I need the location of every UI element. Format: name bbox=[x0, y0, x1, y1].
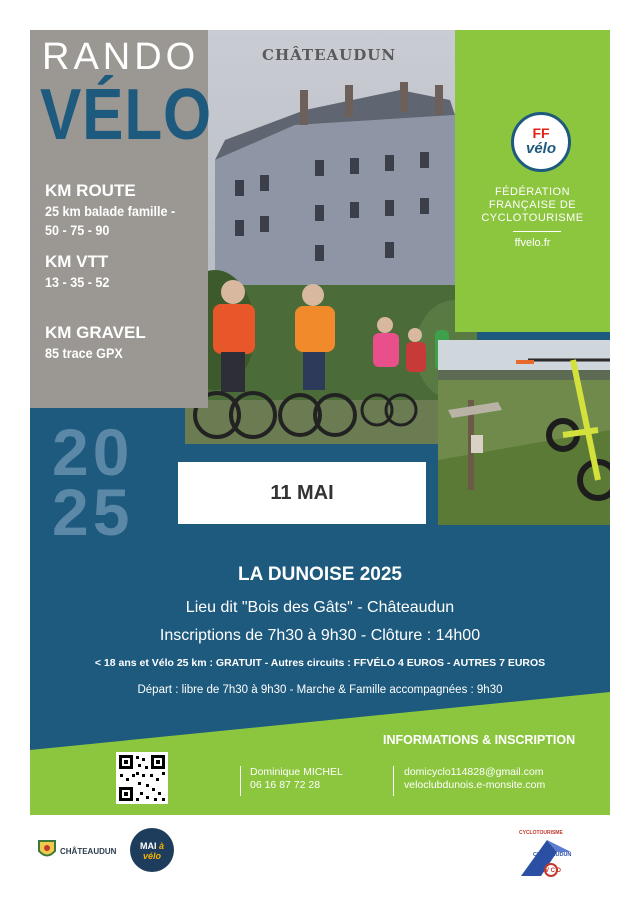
km-gravel-heading: KM GRAVEL bbox=[45, 323, 146, 342]
ffvelo-panel bbox=[455, 30, 610, 332]
contact-person bbox=[250, 766, 343, 792]
info-heading: INFORMATIONS & INSCRIPTION bbox=[383, 733, 576, 747]
city-logo-text: CHÂTEAUDUN bbox=[60, 847, 117, 856]
club-logo-initials: V C D bbox=[545, 868, 562, 874]
ffvelo-org-line1: FÉDÉRATION bbox=[494, 186, 571, 198]
bike-signpost-photo bbox=[438, 340, 610, 525]
city-crest-icon bbox=[36, 838, 58, 862]
year-line2: 25 bbox=[52, 475, 134, 549]
km-route-line2: 50 - 75 - 90 bbox=[45, 222, 110, 238]
contact-website[interactable]: veloclubdunois.e-monsite.com bbox=[404, 779, 546, 791]
contact-phone: 06 16 87 72 28 bbox=[250, 779, 321, 791]
km-route-heading: KM ROUTE bbox=[45, 181, 136, 200]
contact-name: Dominique MICHEL bbox=[250, 766, 343, 778]
ffvelo-logo-ff: FF bbox=[532, 125, 550, 141]
qr-code[interactable] bbox=[116, 752, 168, 804]
ffvelo-logo-velo: vélo bbox=[525, 140, 556, 157]
club-emblem-icon bbox=[517, 836, 581, 886]
ffvelo-divider bbox=[513, 231, 561, 232]
event-departure: Départ : libre de 7h30 à 9h30 - Marche & Famille accompagnées : 9h30 bbox=[137, 684, 503, 696]
club-logo bbox=[517, 830, 581, 884]
year-display bbox=[52, 415, 134, 549]
ffvelo-site: ffvelo.fr bbox=[514, 237, 551, 249]
year-line1: 20 bbox=[52, 415, 134, 489]
castle-cyclists-photo bbox=[185, 30, 477, 444]
mai-a-velo-logo bbox=[130, 828, 174, 872]
contact-email[interactable]: domicyclo114828@gmail.com bbox=[404, 766, 544, 778]
km-gravel-line1: 85 trace GPX bbox=[45, 345, 123, 361]
title-rando: RANDO bbox=[42, 36, 200, 78]
event-date: 11 MAI bbox=[270, 482, 334, 504]
photo-caption: CHÂTEAUDUN bbox=[262, 46, 397, 64]
city-logo bbox=[36, 838, 116, 864]
event-place: Lieu dit "Bois des Gâts" - Châteaudun bbox=[185, 599, 455, 616]
ffvelo-org-line2: FRANÇAISE DE bbox=[488, 199, 577, 211]
mai-logo-text bbox=[130, 841, 174, 861]
event-prices: < 18 ans et Vélo 25 km : GRATUIT - Autres circuits : FFVÉLO 4 EUROS - AUTRES 7 EUROS bbox=[94, 657, 546, 669]
mai-logo-avelo: à vélo bbox=[142, 841, 165, 861]
contact-online bbox=[404, 766, 545, 792]
event-registration: Inscriptions de 7h30 à 9h30 - Clôture : 14h00 bbox=[159, 627, 481, 644]
ffvelo-org-line3: CYCLOTOURISME bbox=[481, 212, 584, 224]
club-logo-city: CHATEAUDUN bbox=[533, 852, 572, 858]
title-velo: VÉLO bbox=[40, 75, 213, 155]
contact-divider-2 bbox=[393, 766, 394, 796]
mai-logo-mai: MAI bbox=[139, 841, 157, 851]
ffvelo-org-name bbox=[455, 186, 610, 225]
club-logo-top: CYCLOTOURISME bbox=[519, 830, 563, 836]
event-name: LA DUNOISE 2025 bbox=[237, 564, 402, 585]
contact-divider-1 bbox=[240, 766, 241, 796]
ffvelo-logo bbox=[511, 112, 571, 172]
km-vtt-heading: KM VTT bbox=[45, 252, 109, 271]
km-vtt-line1: 13 - 35 - 52 bbox=[45, 274, 110, 290]
km-route-line1: 25 km balade famille - bbox=[45, 203, 176, 219]
